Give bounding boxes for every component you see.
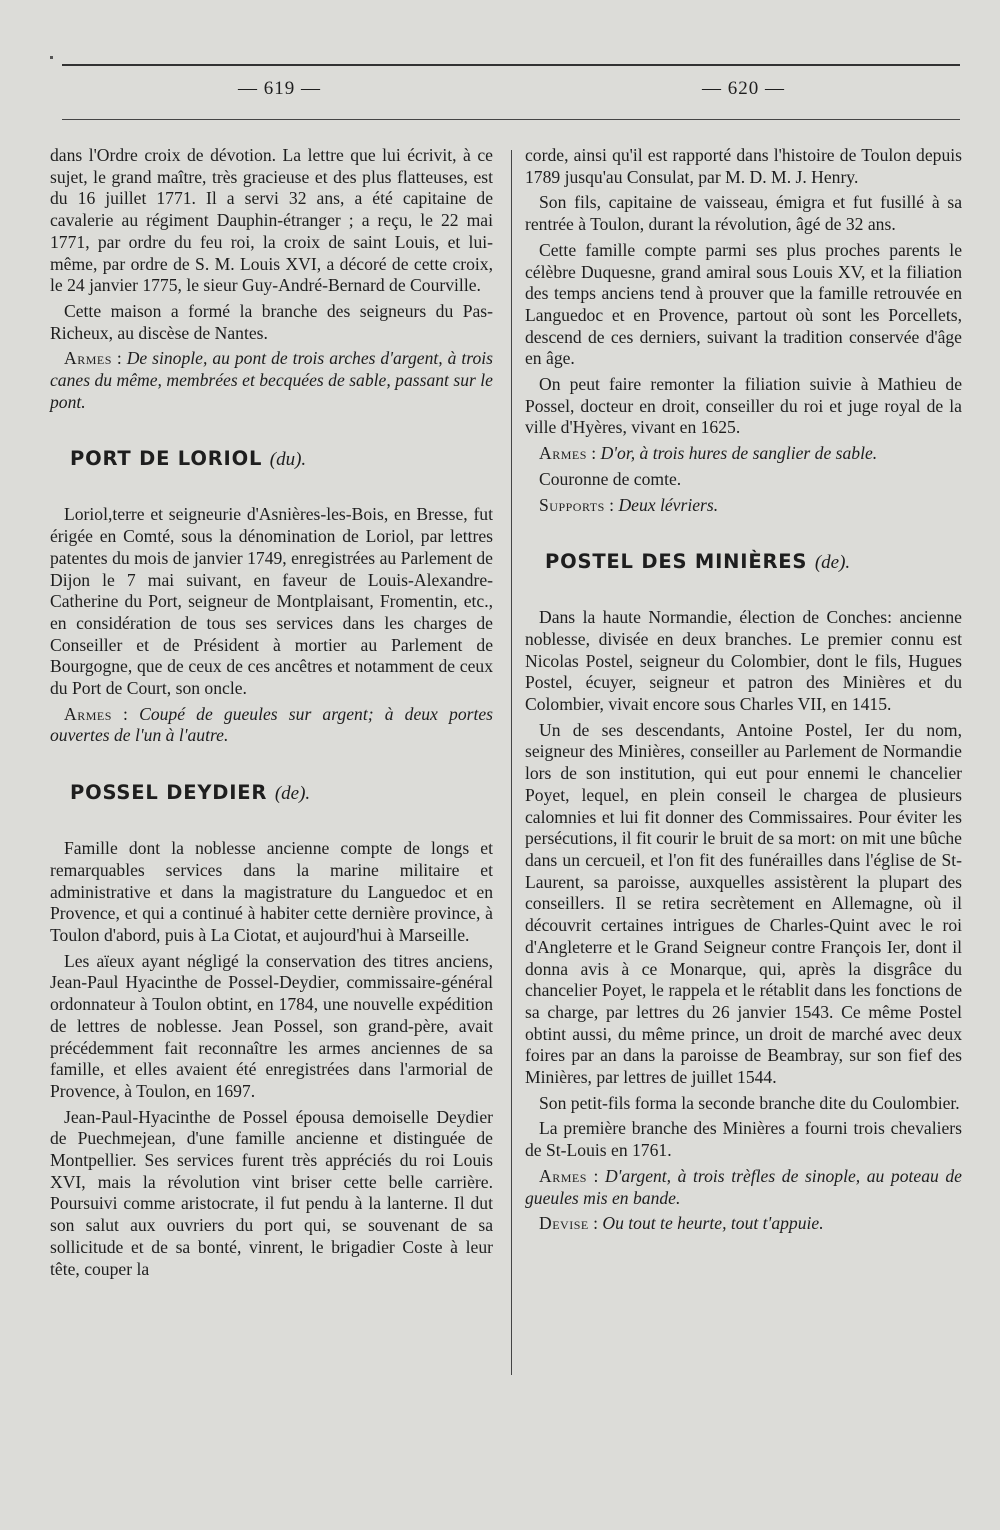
supports-text: Deux lévriers. (618, 494, 719, 515)
armes-text: De sinople, au pont de trois arches d'argent, à trois canes du même, membrées et becquées de sable, passant sur le pont. (50, 348, 493, 412)
heading-text: POSTEL DES MINIÈRES (545, 550, 808, 574)
paragraph: Un de ses descendants, Antoine Postel, Ier du nom, seigneur des Minières, conseiller au Parlement de Normandie lors de son institution, qui eut pour ennemi le chancelier Poyet, lequel, en plein conseil le chargea de plusieurs calomnies et lui fit donner des Commissaires. Pour éviter les persécutions, il fit courir le bruit de sa mort: on mit une bûche dans un cercueil, et l'on fit des funérailles dans l'église de St-Laurent, sa paroisse, auxquelles assistèrent la plupart des conseillers. Il se retira secrètement en Allemagne, où il découvrit certaines intrigues de Charles-Quint avec le roi d'Angleterre et le Grand Seigneur contre François Ier, dont il donna avis à ce Monarque, qui, après la disgrâce du chancelier Poyet, le rappela et le rétablit dans les fonctions de sa charge, par lettres du 26 janvier 1543. Ce même Postel obtint aussi, du même prince, un droit de marché avec deux foires par an dans la paroisse de Beambray, sur son fief des Minières, par lettres de juillet 1544. (525, 719, 962, 1088)
supports-entry (525, 495, 962, 517)
paragraph: Son petit-fils forma la seconde branche dite du Coulombier. (539, 1092, 960, 1113)
paragraph: Loriol,terre et seigneurie d'Asnières-les-Bois, en Bresse, fut érigée en Comté, sous la dénomination de Loriol, par lettres patentes du mois de janvier 1749, enregistrées au Parlement de Dijon le 7 mai suivant, en faveur de Louis-Alexandre-Catherine du Port, seigneur de Montplaisant, Fromentin, etc., en considération de tous ses services dans les charges de Conseiller et de Président à mortier au Parlement de Bourgogne, que de ceux de ces ancêtres et notamment de ceux du Port de Court, son oncle. (50, 504, 493, 699)
separator: : (111, 703, 140, 724)
column-divider (511, 150, 512, 1375)
armes-text: D'argent, à trois trèfles de sinople, au poteau de gueules mis en bande. (525, 1165, 962, 1208)
header-rule-top (62, 64, 960, 66)
armes-entry (525, 1166, 962, 1209)
separator: : (111, 348, 127, 369)
armes-label: Armes (64, 348, 112, 369)
paragraph: Jean-Paul-Hyacinthe de Possel épousa demoiselle Deydier de Puechmejean, d'une famille ancienne et distinguée de Montpellier. Ses services furent très appréciés du roi Louis XVI, mais la révolution vint briser cette belle carrière. Poursuivi comme aristocrate, il fut pendu à la lanterne. Il dut son salut aux ouvriers du port qui, se souvenant de sa sollicitude et de sa bonté, vinrent, le brigadier Coste à leur tête, couper la (50, 1106, 493, 1279)
paragraph: Cette famille compte parmi ses plus proches parents le célèbre Duquesne, grand amiral sous Louis XV, et la filiation des temps anciens tend à prouver que la famille retrouvée en Languedoc et en Provence, partout où sont les Porcellets, descend de ces derniers, suivant la tradition conservée d'âge en âge. (525, 239, 962, 369)
devise-label: Devise (539, 1213, 589, 1234)
header-rule-bottom (62, 119, 960, 120)
paragraph: Les aïeux ayant négligé la conservation des titres anciens, Jean-Paul Hyacinthe de Possel-Deydier, commissaire-général ordonnateur à Toulon obtint, en 1784, une nouvelle expédition de lettres de noblesse. Jean Possel, son grand-père, avait précédemment fait reconnaître les armes anciennes de sa famille, et elles avaient été enregistrées dans l'armorial de Provence, à Toulon, en 1697. (50, 950, 493, 1101)
paragraph: corde, ainsi qu'il est rapporté dans l'histoire de Toulon depuis 1789 jusqu'au Consulat, par M. D. M. J. Henry. (525, 145, 962, 187)
heading-suffix: (du). (269, 449, 307, 471)
armes-entry (50, 704, 493, 747)
heading-text: PORT DE LORIOL (70, 447, 263, 471)
armes-label: Armes (539, 1165, 587, 1186)
page-number-left: — 619 — (238, 78, 321, 99)
armes-label: Armes (64, 703, 112, 724)
section-heading-postel-des-minieres (545, 550, 962, 575)
paragraph: Son fils, capitaine de vaisseau, émigra et fut fusillé à sa rentrée à Toulon, durant la révolution, âgé de 32 ans. (525, 192, 962, 235)
armes-text: Coupé de gueules sur argent; à deux portes ouvertes de l'un à l'autre. (50, 703, 494, 746)
armes-label: Armes (539, 443, 587, 464)
heading-suffix: (de). (814, 552, 851, 574)
paragraph: Famille dont la noblesse ancienne compte de longs et remarquables services dans la marine militaire et administrative et dans la magistrature du Languedoc et en Provence, et qui a continué à habiter cette dernière province, à Toulon d'abord, puis à La Ciotat, et aujourd'hui à Marseille. (50, 838, 493, 945)
page-number-right: — 620 — (702, 78, 785, 99)
paragraph: dans l'Ordre croix de dévotion. La lettre que lui écrivit, à ce sujet, le grand maître, très gracieuse et des plus flatteuses, est du 16 juillet 1771. Il a servi 32 ans, a été capitaine de cavalerie au régiment Dauphin-étranger ; a reçu, le 22 mai 1771, par ordre du feu roi, la croix de saint Louis, et lui-même, par ordre de S. M. Louis XVI, a décoré de cette croix, le 24 janvier 1775, le sieur Guy-André-Bernard de Courville. (50, 145, 493, 296)
devise-text: Ou tout te heurte, tout t'appuie. (602, 1213, 824, 1234)
devise-entry (525, 1213, 962, 1235)
print-speck (50, 56, 53, 59)
paragraph: Dans la haute Normandie, élection de Conches: ancienne noblesse, divisée en deux branches. Le premier connu est Nicolas Postel, seigneur du Colombier, dont le fils, Hugues Postel, écuyer, seigneur et patron des Minières et du Colombier, vivait encore sous Charles VII, en 1415. (525, 607, 962, 715)
paragraph: Cette maison a formé la branche des seigneurs du Pas-Richeux, au discèse de Nantes. (50, 300, 493, 343)
armes-entry (525, 443, 962, 465)
separator: : (588, 1213, 603, 1234)
left-column (50, 145, 493, 1284)
heading-text: POSSEL DEYDIER (70, 781, 268, 805)
armes-text: D'or, à trois hures de sanglier de sable. (600, 443, 878, 464)
separator: : (586, 443, 601, 464)
couronne-entry: Couronne de comte. (539, 468, 682, 489)
paragraph: On peut faire remonter la filiation suivie à Mathieu de Possel, docteur en droit, conseiller du roi et juge royal de la ville d'Hyères, vivant en 1625. (525, 374, 962, 438)
section-heading-port-de-loriol (70, 447, 493, 472)
section-heading-possel-deydier (70, 781, 493, 806)
supports-label: Supports (539, 494, 605, 515)
separator: : (604, 494, 619, 515)
heading-suffix: (de). (274, 783, 311, 805)
paragraph: La première branche des Minières a fourni trois chevaliers de St-Louis en 1761. (525, 1118, 962, 1161)
right-column (525, 145, 962, 1239)
armes-entry (50, 348, 493, 413)
separator: : (586, 1165, 605, 1186)
